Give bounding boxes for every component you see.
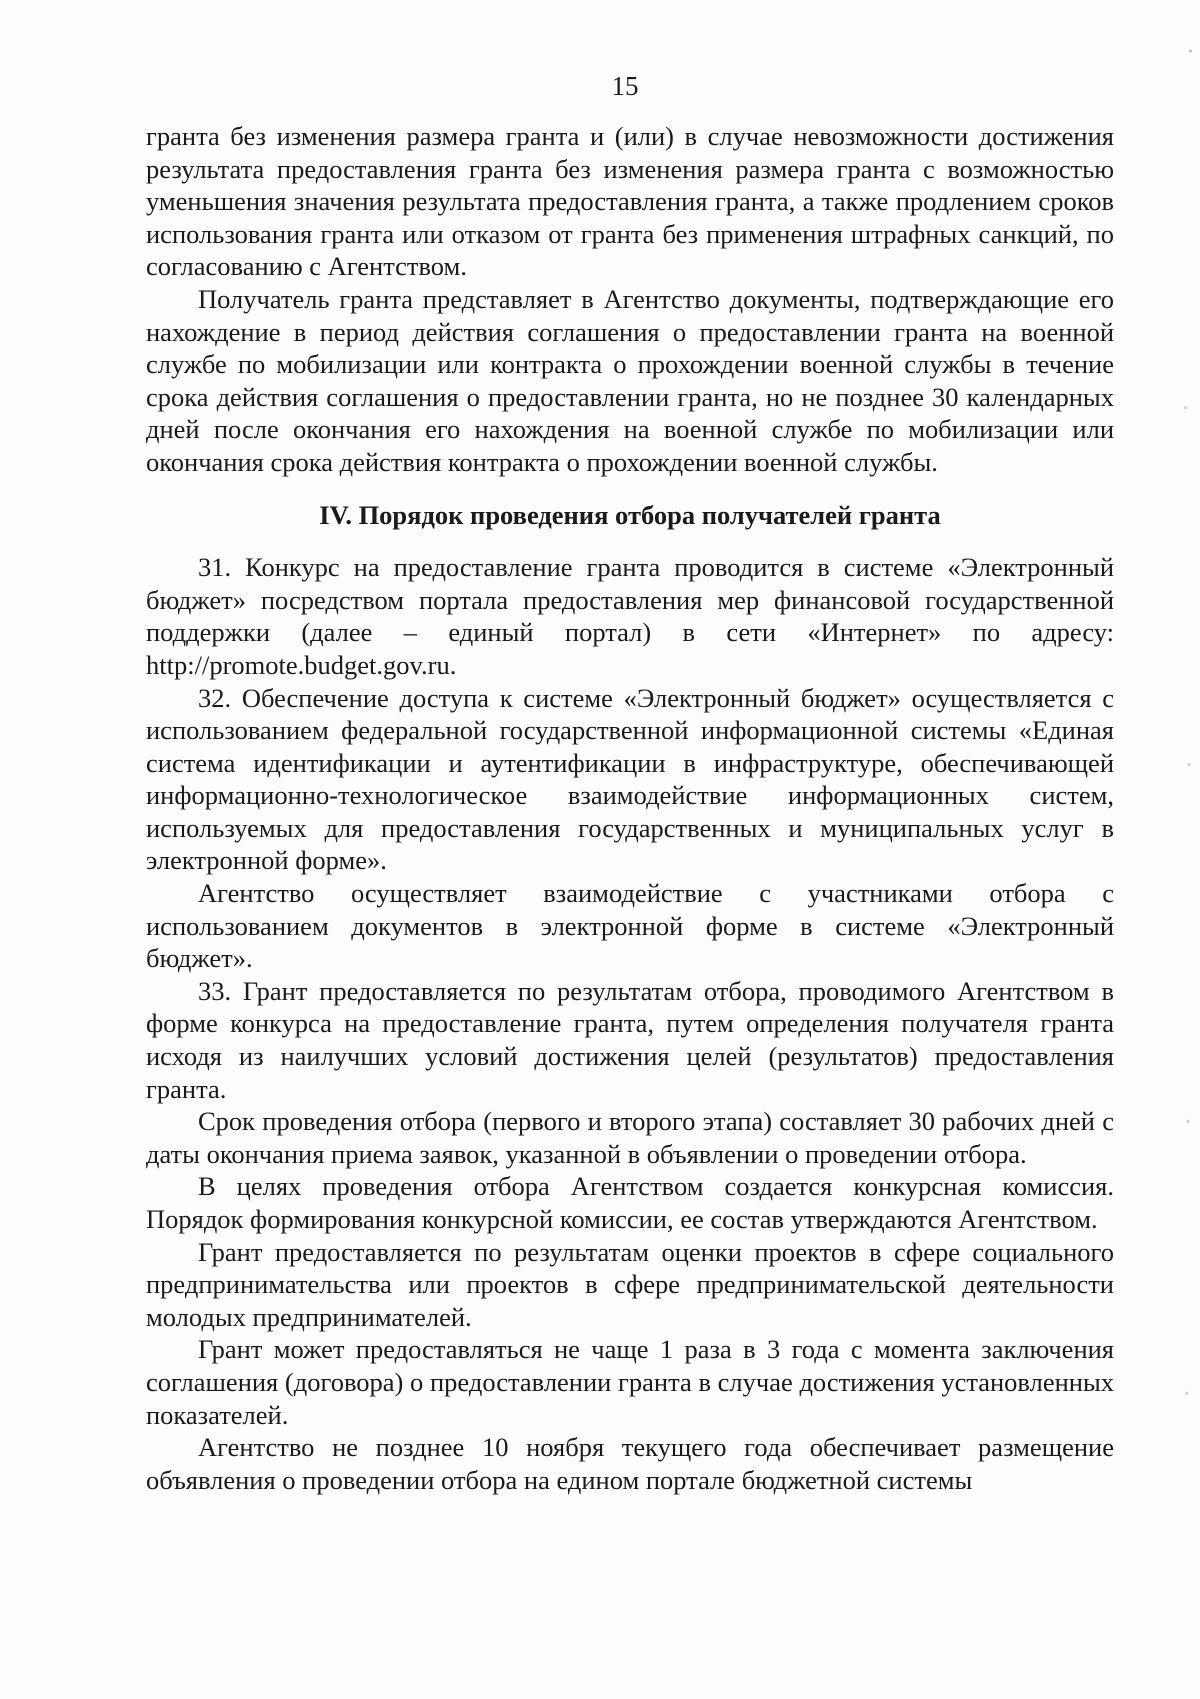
- paragraph: Получатель гранта представляет в Агентство документы, подтверждающие его нахождение в период действия соглашения о предоставлении гранта на военной службе по мобилизации или контракта о прохождении военной службы в течение срока действия соглашения о предоставлении гранта, но не позднее 30 календарных дней после окончания его нахождения на военной службе по мобилизации или окончания срока действия контракта о прохождении военной службы.: [146, 283, 1114, 477]
- scan-edge-artifacts: [1176, 0, 1200, 1699]
- paragraph: Грант предоставляется по результатам оценки проектов в сфере социального предпринимательства или проектов в сфере предпринимательской деятельности молодых предпринимателей.: [146, 1236, 1114, 1332]
- paragraph-item-31: 31. Конкурс на предоставление гранта проводится в системе «Электронный бюджет» посредством портала предоставления мер финансовой государственной поддержки (далее – единый портал) в сети «Интернет» по адресу: http://promote.budget.gov.ru.: [146, 552, 1114, 680]
- paragraph-continuation: гранта без изменения размера гранта и (или) в случае невозможности достижения результата предоставления гранта без изменения размера гранта с возможностью уменьшения значения результата предоставления гранта, а также продлением сроков использования гранта или отказом от гранта без применения штрафных санкций, по согласованию с Агентством.: [146, 121, 1114, 282]
- paragraph-item-32: 32. Обеспечение доступа к системе «Электронный бюджет» осуществляется с использованием федеральной государственной информационной системы «Единая система идентификации и аутентификации в инфраструктуре, обеспечивающей информационно-технологическое взаимодействие информационных систем, используемых для предоставления государственных и муниципальных услуг в электронной форме».: [146, 682, 1114, 876]
- section-heading: IV. Порядок проведения отбора получателей гранта: [319, 499, 941, 530]
- paragraph: Срок проведения отбора (первого и второго этапа) составляет 30 рабочих дней с даты окончания приема заявок, указанной в объявлении о проведении отбора.: [146, 1106, 1114, 1169]
- page-number: 15: [611, 71, 639, 101]
- paragraph: Агентство не позднее 10 ноября текущего года обеспечивает размещение объявления о проведении отбора на едином портале бюджетной системы: [146, 1432, 1114, 1495]
- paragraph: Грант может предоставляться не чаще 1 раза в 3 года с момента заключения соглашения (договора) о предоставлении гранта в случае достижения установленных показателей.: [146, 1334, 1114, 1430]
- document-body: [146, 120, 1114, 1496]
- paragraph-item-33: 33. Грант предоставляется по результатам отбора, проводимого Агентством в форме конкурса на предоставление гранта, путем определения получателя гранта исходя из наилучших условий достижения целей (результатов) предоставления гранта.: [146, 975, 1114, 1104]
- paragraph: Агентство осуществляет взаимодействие с участниками отбора с использованием документов в электронной форме в системе «Электронный бюджет».: [146, 878, 1114, 974]
- paragraph: В целях проведения отбора Агентством создается конкурсная комиссия. Порядок формирования конкурсной комиссии, ее состав утверждаются Агентством.: [146, 1171, 1114, 1234]
